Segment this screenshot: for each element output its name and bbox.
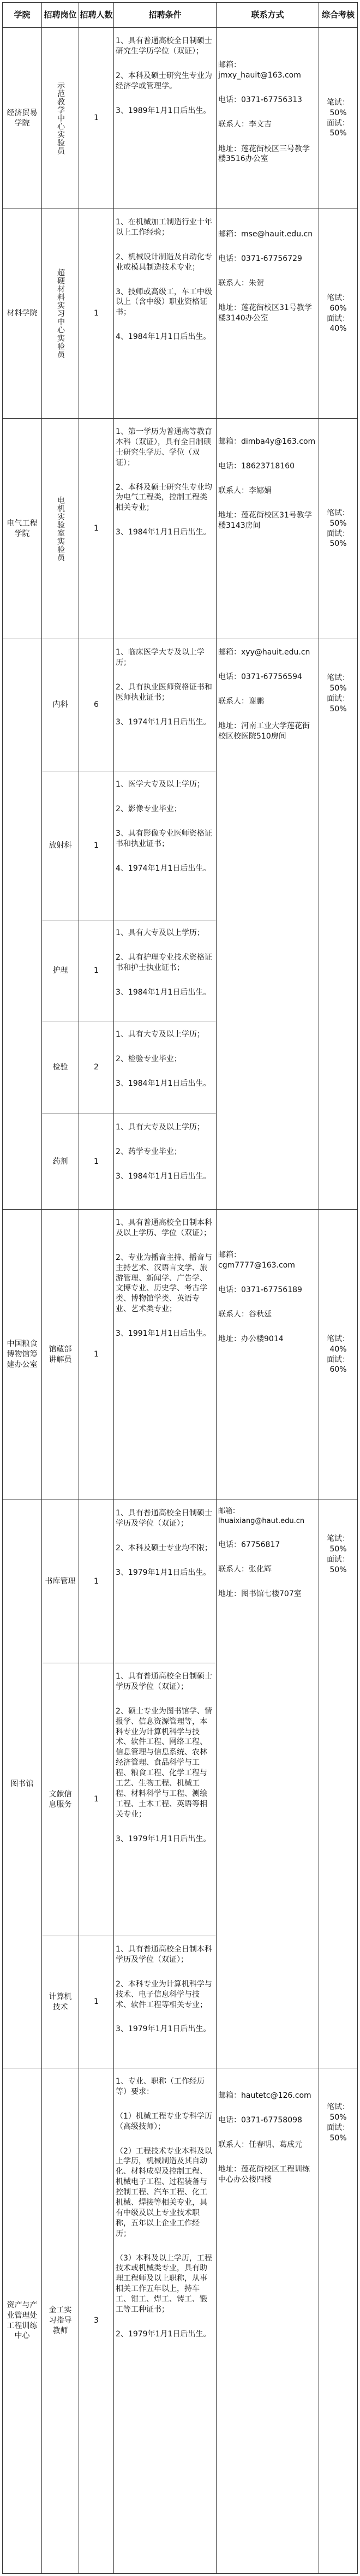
count-cell: 1 — [94, 1157, 99, 1166]
requirement-item: 1、临床医学大专及以上学历； — [116, 648, 205, 667]
requirement-item: 1、具有大专及以上学历； — [116, 1123, 205, 1132]
requirements-cell — [116, 928, 214, 1019]
exam-written: 笔试：50% — [327, 2103, 350, 2122]
requirement-item: 1、专业、职称（工作经历等）要求： — [116, 2077, 205, 2096]
contact-cell — [218, 2091, 316, 2571]
requirement-item: 4、1974年1月1日后出生。 — [116, 864, 211, 873]
position-cell — [42, 920, 79, 1021]
header-count: 招聘人数 — [80, 10, 113, 20]
requirements-cell — [116, 780, 214, 917]
requirement-item: 2、本科及硕士研究生专业均为电气工程类，控制工程类相关专业； — [116, 483, 212, 513]
exam-written: 笔试：50% — [327, 508, 350, 528]
requirement-item: 2、1979年1月1日后出生。 — [116, 2329, 211, 2339]
header-college: 学院 — [14, 10, 31, 20]
requirements-cell — [116, 1944, 214, 2066]
position-label: 超硬材料实习中心实验员 — [56, 269, 65, 359]
requirement-item: 4、1984年1月1日后出生。 — [116, 332, 211, 342]
requirements-cell — [116, 1030, 214, 1111]
position-label: 护理 — [52, 966, 68, 975]
requirement-item: 2、具有执业医师资格证书和医师执业证书； — [116, 682, 212, 702]
exam-written: 笔试：50% — [327, 674, 350, 693]
requirement-item: 3、1974年1月1日后出生。 — [116, 717, 211, 727]
college-cell: 经济贸易学院 — [7, 108, 38, 128]
contact-address: 地址：莲花街校区31号教学楼3140办公室 — [218, 303, 312, 323]
requirement-item: 2、影像专业毕业； — [116, 804, 182, 813]
requirement-item: 3、1989年1月1日后出生。 — [116, 106, 211, 115]
requirement-item: 2、药学专业毕业； — [116, 1147, 182, 1156]
requirement-item: （1）机械工程专业专科学历（高级技师）； — [116, 2111, 212, 2131]
position-cell — [42, 1936, 79, 2068]
header-position: 招聘岗位 — [44, 10, 77, 20]
position-label: 金工实习指导教师 — [49, 2306, 72, 2335]
requirement-item: 3、1991年1月1日后出生。 — [116, 1329, 211, 1338]
requirements-cell — [116, 36, 214, 205]
exam-written: 笔试：60% — [327, 293, 350, 313]
header-contact: 联系方式 — [251, 10, 284, 20]
position-label: 书库管理 — [45, 1576, 76, 1586]
exam-cell — [319, 1500, 357, 1609]
position-cell — [42, 1500, 79, 1663]
requirements-cell — [116, 1218, 214, 1496]
contact-person: 联系人：张化辉 — [218, 1564, 272, 1574]
college-cell: 电气工程学院 — [7, 519, 38, 538]
requirement-item: 3、1979年1月1日后出生。 — [116, 1834, 211, 1843]
requirement-item: 2、检验专业毕业； — [116, 1054, 182, 1063]
position-cell — [42, 28, 79, 209]
contact-person: 联系人：任春明、葛成元 — [218, 2140, 302, 2149]
exam-cell — [319, 639, 357, 748]
position-label: 检验 — [52, 1063, 68, 1072]
requirement-item: 1、具有大专及以上学历； — [116, 929, 205, 937]
contact-cell — [218, 1250, 316, 1496]
exam-interview: 面试：40% — [327, 314, 350, 334]
position-cell — [42, 639, 79, 771]
position-cell — [42, 209, 79, 418]
contact-cell — [218, 60, 316, 207]
exam-cell — [319, 28, 357, 209]
requirements-cell — [116, 1671, 214, 1934]
exam-interview: 面试：60% — [327, 1355, 350, 1375]
contact-phone: 电话：0371-67756594 — [218, 672, 302, 681]
position-cell — [42, 2068, 79, 2573]
college-cell: 图书馆 — [10, 1779, 34, 1788]
position-label: 馆藏部讲解员 — [49, 1344, 72, 1364]
requirement-item: （2）工程技术专业本科及以上学历，机械制造及其自动化、材料成型及控制工程、机械电子工程、过程装备与控制工程、汽车工程、化工机械、焊接等相关专业，具有中级及以上专业技术职称，五年以上企业工作经历； — [116, 2146, 212, 2238]
requirement-item: （3）本科及以上学历，工程技术或机械类专业，具有助理工程师及以上职称，从事相关工作五年以上，持车工、钳工、焊工、铸工、锻工等工种证书； — [116, 2253, 212, 2315]
count-cell: 1 — [94, 114, 99, 123]
contact-phone: 电话：67756817 — [218, 1540, 280, 1550]
count-cell: 1 — [94, 1576, 99, 1586]
requirement-item: 1、医学大专及以上学历； — [116, 780, 205, 789]
header-conditions: 招聘条件 — [148, 10, 182, 20]
contact-cell — [218, 1507, 316, 1670]
requirement-item: 3、1979年1月1日后出生。 — [116, 1568, 211, 1577]
college-cell — [3, 639, 41, 1209]
exam-cell — [319, 209, 357, 418]
contact-email: 邮箱：dimba4y@163.com — [218, 437, 316, 446]
position-label: 药剂 — [52, 1157, 68, 1166]
contact-phone: 电话：0371-67756313 — [218, 95, 302, 104]
contact-person: 联系人：谢鹏 — [218, 697, 264, 706]
requirement-item: 2、硕士专业为图书馆学、情报学、信息资源管理等，本科专业为计算机科学与技术、软件工程、网络工程、信息管理与信息系统、农林经济管理、食品科学与工程、粮食工程、化学工程与工艺、生物工程、机械工程、材料科学与工程、测绘工程、土木工程、英语等相关专业； — [116, 1706, 212, 1819]
contact-phone: 电话：18623718160 — [218, 461, 295, 471]
position-cell — [42, 1114, 79, 1209]
position-cell — [42, 419, 79, 639]
requirement-item: 3、具有影像专业医师资格证书和执业证书； — [116, 829, 212, 848]
exam-interview: 面试：50% — [327, 1555, 350, 1574]
contact-phone: 电话：0371-67758098 — [218, 2115, 302, 2125]
college-cell: 资产与产业管理处工程训练中心 — [7, 2300, 38, 2341]
contact-cell — [218, 647, 316, 877]
contact-address: 地址：图书馆七楼707室 — [218, 1589, 302, 1598]
requirement-item: 1、在机械加工制造行业十年以上工作经验； — [116, 218, 212, 237]
requirement-item: 2、本科及硕士专业均不限； — [116, 1543, 212, 1552]
count-cell: 1 — [94, 966, 99, 975]
contact-address: 地址：莲花街校区31号教学楼3143房间 — [218, 510, 312, 530]
position-label: 示范教学中心实验员 — [56, 81, 65, 155]
position-cell — [42, 1663, 79, 1936]
exam-cell — [319, 1210, 357, 1500]
requirement-item: 1、具有普通高校全日制硕士学历及学位（双证）； — [116, 1509, 212, 1528]
requirement-item: 2、本科及硕士研究生专业为经济学或管理学。 — [116, 71, 212, 91]
exam-interview: 面试：50% — [327, 694, 350, 713]
contact-email: 邮箱：xyy@hauit.edu.cn — [218, 648, 310, 657]
contact-email: 邮箱：hautetc@126.com — [218, 2091, 311, 2100]
contact-address: 地址：办公楼9014 — [218, 1334, 284, 1343]
contact-phone: 电话：0371-67756189 — [218, 1285, 302, 1294]
contact-email: 邮箱：mse@hauit.edu.cn — [218, 230, 313, 239]
requirement-item: 3、1979年1月1日后出生。 — [116, 2025, 211, 2034]
position-cell — [42, 771, 79, 920]
contact-person: 联系人：谷秋廷 — [218, 1310, 272, 1319]
exam-cell — [319, 2068, 357, 2178]
contact-phone: 电话：0371-67756729 — [218, 254, 302, 263]
requirement-item: 2、机械设计制造及自动化专业或模具制造技术专业； — [116, 252, 212, 272]
requirement-item: 3、1984年1月1日后出生。 — [116, 987, 211, 997]
contact-address: 地址：莲花街校区三号教学楼3516办公室 — [218, 144, 310, 164]
contact-email: 邮箱：cgm7777@163.com — [218, 1251, 295, 1270]
exam-interview: 面试：50% — [327, 118, 350, 138]
position-label: 内科 — [52, 700, 68, 710]
requirement-item: 1、具有普通高校全日制硕士学历及学位（双证）； — [116, 1672, 212, 1691]
college-cell: 中国粮食博物馆筹建办公室 — [7, 1340, 38, 1369]
count-cell: 1 — [94, 309, 99, 318]
exam-interview: 面试：50% — [327, 2123, 350, 2143]
college-cell: 材料学院 — [7, 309, 38, 318]
requirements-cell — [116, 1508, 214, 1660]
count-cell: 1 — [94, 841, 99, 850]
requirement-item: 3、1984年1月1日后出生。 — [116, 1171, 211, 1181]
requirements-cell — [116, 217, 214, 415]
requirements-cell — [116, 647, 214, 768]
requirement-item: 2、专业为播音主持、播音与主持艺术、汉语言文学、旅游管理、新闻学、广告学、文博专业、历史学、考古学类、博物馆学类、英语专业、艺术类专业； — [116, 1253, 212, 1314]
requirement-item: 3、技师或高级工，车工中级以上（含中级）职业资格证书； — [116, 287, 212, 317]
count-cell: 2 — [94, 1063, 99, 1072]
position-label: 文献信息服务 — [49, 1789, 72, 1809]
position-cell — [42, 1021, 79, 1114]
contact-email: 邮箱：lhuaixiang@haut.edu.cn — [218, 1507, 305, 1525]
contact-address: 地址：河南工业大学莲花街校区校医院510房间 — [218, 721, 310, 741]
exam-interview: 面试：50% — [327, 529, 350, 549]
requirement-item: 1、具有普通高校全日制硕士研究生学历学位（双证）； — [116, 37, 212, 56]
requirement-item: 1、具有普通高校全日制本科及以上学历、学位（双证）； — [116, 1218, 212, 1238]
exam-written: 笔试：50% — [327, 1534, 350, 1554]
requirement-item: 1、具有普通高校全日制本科学历及学位（双证）； — [116, 1945, 212, 1964]
requirement-item: 2、具有护理专业技术资格证书和护士执业证书； — [116, 953, 212, 972]
contact-person: 联系人：李娜娟 — [218, 486, 272, 495]
position-label: 电机实验室实验员 — [56, 496, 65, 562]
requirement-item: 3、1984年1月1日后出生。 — [116, 1079, 211, 1088]
exam-cell — [319, 419, 357, 639]
position-label: 计算机技术 — [49, 1992, 72, 2012]
contact-cell — [218, 437, 316, 634]
count-cell: 1 — [94, 1795, 99, 1804]
requirements-cell — [116, 2077, 214, 2571]
count-cell: 1 — [94, 1997, 99, 2007]
contact-person: 联系人：朱贺 — [218, 278, 264, 288]
requirement-item: 1、第一学历为普通高等教育本科（双证），具有全日制硕士研究生学历、学位（双证）； — [116, 427, 212, 467]
count-cell: 1 — [94, 1350, 99, 1359]
requirements-cell — [116, 1122, 214, 1207]
count-cell: 1 — [94, 524, 99, 533]
requirement-item: 3、1984年1月1日后出生。 — [116, 528, 211, 537]
header-exam-ratio: 综合考核 — [321, 10, 355, 20]
requirement-item: 1、具有大专及以上学历； — [116, 1030, 205, 1039]
contact-cell — [218, 229, 316, 415]
requirements-cell — [116, 427, 214, 635]
requirement-item: 2、本科专业为计算机科学与技术、电子信息科学与技术、软件工程等相关专业； — [116, 1979, 212, 2009]
exam-written: 笔试：50% — [327, 98, 350, 117]
exam-written: 笔试：40% — [327, 1334, 350, 1354]
contact-person: 联系人：李文吉 — [218, 120, 272, 129]
position-cell — [42, 1210, 79, 1500]
count-cell: 3 — [94, 2316, 99, 2325]
contact-address: 地址：莲花街校区工程训练中心办公楼四楼 — [218, 2164, 310, 2184]
position-label: 放射科 — [49, 841, 72, 850]
contact-email: 邮箱：jmxy_hauit@163.com — [218, 61, 301, 80]
count-cell: 6 — [94, 700, 99, 710]
